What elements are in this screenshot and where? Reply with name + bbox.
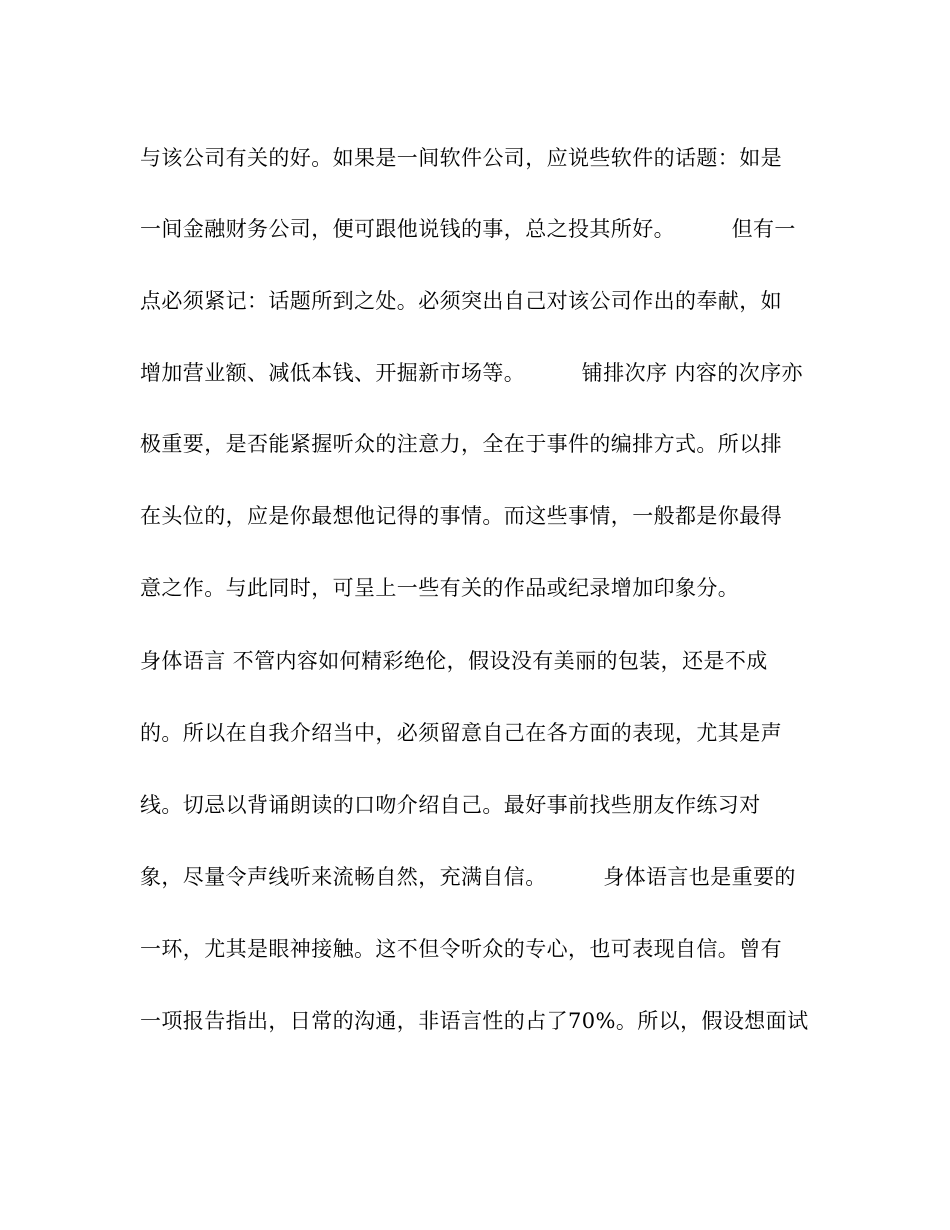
text-line-7: 意之作。与此同时，可呈上一些有关的作品或纪录增加印象分。 <box>140 576 740 600</box>
text-line-5: 极重要，是否能紧握听众的注意力，全在于事件的编排方式。所以排 <box>140 432 782 456</box>
text-line-1: 与该公司有关的好。如果是一间软件公司，应说些软件的话题：如是 <box>140 146 782 170</box>
text-line-6: 在头位的，应是你最想他记得的事情。而这些事情，一般都是你最得 <box>140 504 782 528</box>
text-line-2: 一间金融财务公司，便可跟他说钱的事，总之投其所好。 但有一 <box>140 217 796 241</box>
text-line-12: 一环，尤其是眼神接触。这不但令听众的专心，也可表现自信。曾有 <box>140 937 782 961</box>
text-line-3: 点必须紧记：话题所到之处。必须突出自己对该公司作出的奉献，如 <box>140 289 782 313</box>
text-line-8: 身体语言 不管内容如何精彩绝伦，假设没有美丽的包装，还是不成 <box>140 649 768 673</box>
text-line-4: 增加营业额、减低本钱、开掘新市场等。 铺排次序 内容的次序亦 <box>140 361 803 385</box>
text-line-9: 的。所以在自我介绍当中，必须留意自己在各方面的表现，尤其是声 <box>140 721 782 745</box>
text-line-11: 象，尽量令声线听来流畅自然，充满自信。 身体语言也是重要的 <box>140 865 796 889</box>
text-line-10: 线。切忌以背诵朗读的口吻介绍自己。最好事前找些朋友作练习对 <box>140 793 761 817</box>
text-line-13: 一项报告指出，日常的沟通，非语言性的占了70%。所以，假设想面试 <box>140 1009 809 1033</box>
